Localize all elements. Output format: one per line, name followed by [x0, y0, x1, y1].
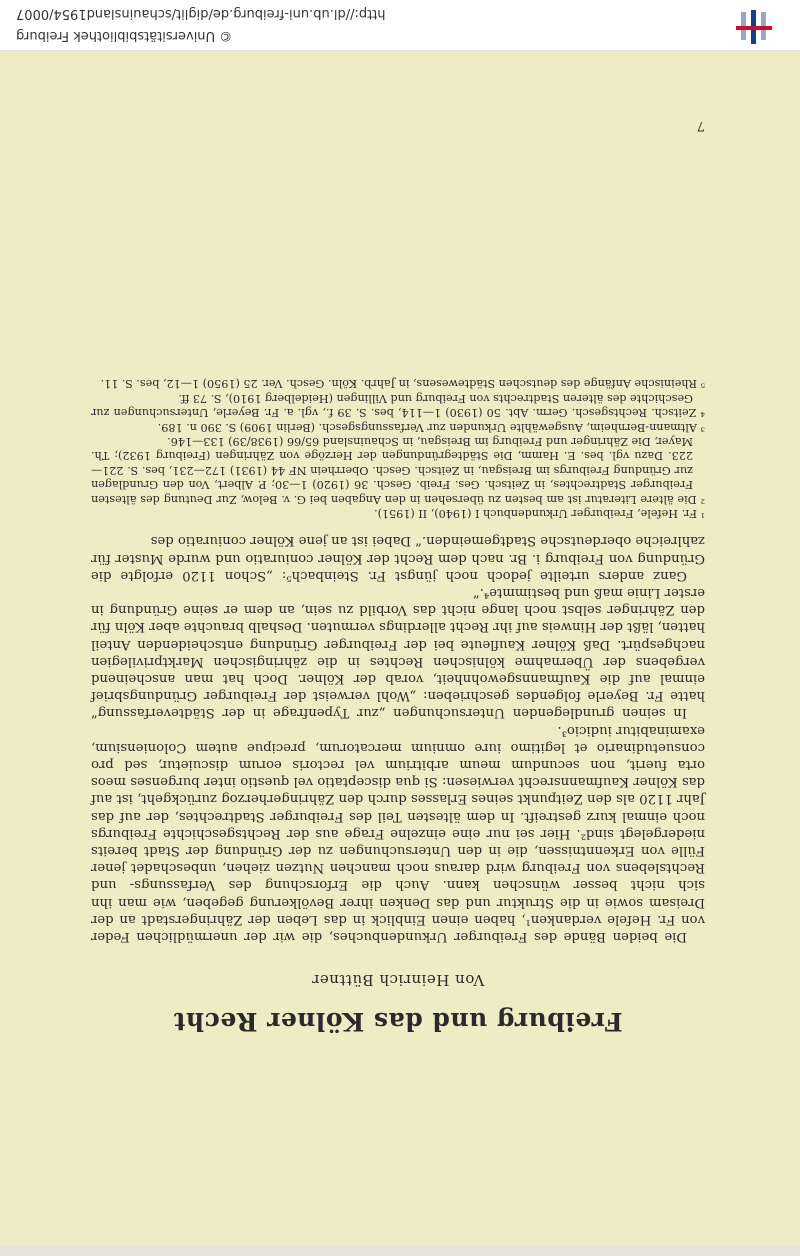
viewer-header: [0, 0, 800, 51]
copyright-credit: © Universitätsbibliothek Freiburg: [16, 28, 233, 43]
paragraph-2: In seinen grundlegenden Untersuchungen „zur Typenfrage in der Städteverfassung“ hatte Fr. Beyerle folgendes geschrieben: „Wohl verweist der Freiburger Gründungsbrief einmal auf die Kaufmannsgewohnheit, vorab der Kölner. Doch hat man anscheinend vergebens der Übernahme kölnischen Rechtes in die zähringischen Marktprivilegien nachgespürt. Daß Kölner Kaufleute bei der Freiburger Gründung entscheidenden Anteil hatten, läßt der Hinweis auf ihr Recht allerdings vermuten. Deshalb brauchte aber Köln für den Zähringer selbst noch lange nicht das Vorbild zu sein, an dem er seine Gründung in erster Linie maß und bestimmte⁴.“: [91, 584, 705, 721]
article-title: Freiburg und das Kölner Recht: [173, 1007, 623, 1036]
permalink-url[interactable]: http://dl.ub.uni-freiburg.de/diglit/schauinsland1954/0007: [16, 6, 386, 21]
footnote-5: ⁵ Rheinische Anfänge des deutschen Städtewesens, in Jahrb. Köln. Gesch. Ver. 25 (1950) 1—12, bes. S. 11.: [100, 377, 705, 391]
paragraph-1: Die beiden Bände des Freiburger Urkundenbuches, die wir der unermüdlichen Feder von Fr. Hefele verdanken¹, haben einen Einblick in das Leben der Zähringerstadt an der Dreisam sowie in die Struktur und das Denken ihrer Bevölkerung gegeben, wie man ihn sich nicht besser wünschen kann. Auch die Erforschung des Verfassungs- und Rechtslebens von Freiburg wird daraus noch manchen Nutzen ziehen, unbeschadet jener Fülle von Erkenntnissen, die in den Untersuchungen zu der Gründung der Stadt bereits niedergelegt sind². Hier sei nur eine einzelne Frage aus der Rechtsgeschichte Freiburgs noch einmal kurz gestreift. In dem ältesten Teil des Freiburger Stadtrechtes, der auf das Jahr 1120 als den Zeitpunkt seines Erlasses durch den Zähringerherzog zurückgeht, ist auf das Kölner Kaufmannsrecht verwiesen: Si qua disceptatio vel questio inter burgenses meos orta fuerit, non secundum meum arbitrium vel rectoris eorum discuietur, sed pro consuetudinario et legitimo iure omnium mercatorum, precipue autem Coloniensium, examinabitur iudicio³.: [91, 722, 705, 944]
document-page: [91, 78, 705, 1178]
scan-edge: [0, 1246, 800, 1256]
footnote-3: ³ Altmann-Bernheim, Ausgewählte Urkunden zur Verfassungsgesch. (Berlin 1909) S. 390 n. 189.: [157, 420, 705, 434]
logo-crossbar: [736, 26, 772, 30]
page-number: 7: [696, 118, 705, 133]
paragraph-3: Ganz anders urteilte jedoch noch jüngst Fr. Steinbach⁵: „Schon 1120 erfolgte die Gründung von Freiburg i. Br. nach dem Recht der Kölner coniuratio und wurde Muster für zahlreiche oberdeutsche Stadtgemeinden.“ Dabei ist an jene Kölner coniuratio des: [91, 533, 705, 583]
footnotes: [91, 376, 705, 520]
footnote-1: ¹ Fr. Hefele, Freiburger Urkundenbuch I (1940), II (1951).: [374, 507, 705, 521]
university-library-logo[interactable]: [734, 10, 774, 44]
footnote-4: ⁴ Zeitsch. Rechtsgesch. Germ. Abt. 50 (1930) 1—114, bes. S. 39 f., vgl. a. Fr. Beyerle, Untersuchungen zur Geschichte des älteren Stadtrechts von Freiburg und Villingen (Heidelberg 1910), S. 73 ff.: [91, 391, 705, 420]
footnote-2: ² Die ältere Literatur ist am besten zu übersehen in den Angaben bei G. v. Below, Zur Deutung des ältesten Freiburger Stadtrechtes, in Zeitsch. Ges. Freib. Gesch. 36 (1920) 1—30; P. Albert, Von den Grundlagen zur Gründung Freiburgs im Breisgau, in Zeitsch. Gesch. Oberrhein NF 44 (1931) 172—231, bes. S. 221—223. Dazu vgl. bes. E. Hamm, Die Städtegründungen der Herzöge von Zähringen (Freiburg 1932); Th. Mayer, Die Zähringer und Freiburg im Breisgau, in Schauinsland 65/66 (1938/39) 133—146.: [91, 435, 705, 506]
article-author: Von Heinrich Büttner: [311, 971, 485, 989]
